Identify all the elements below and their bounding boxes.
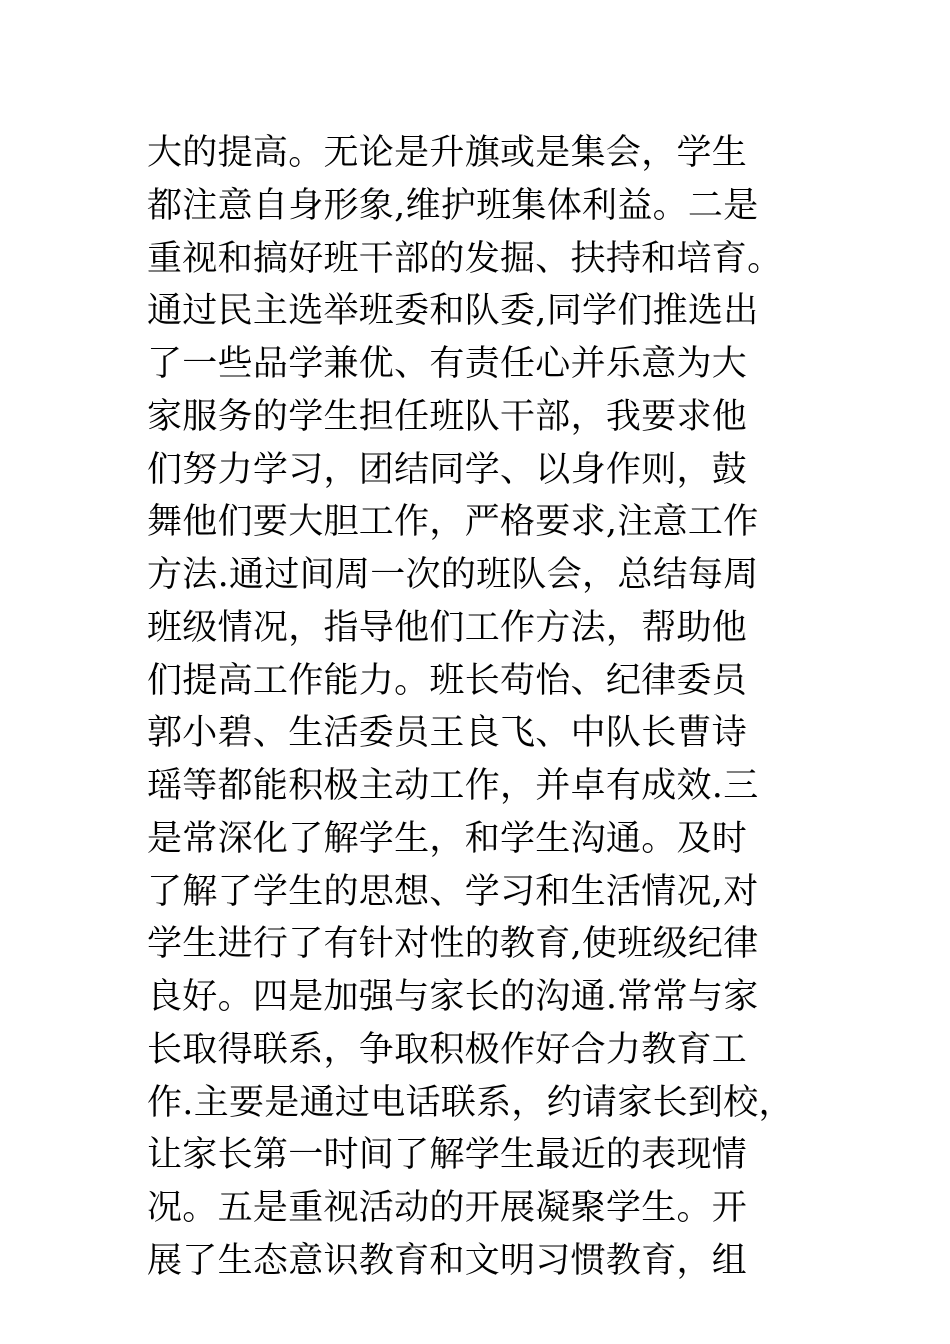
text-line: 瑶等都能积极主动工作，并卓有成效.三 [147, 766, 759, 806]
text-line: 让家长第一时间了解学生最近的表现情 [147, 1135, 748, 1176]
text-line: 班级情况，指导他们工作方法，帮助他 [147, 607, 748, 648]
text-line: 是常深化了解学生，和学生沟通。及时 [147, 818, 748, 859]
text-line: 都注意自身形象,维护班集体利益。二是 [147, 185, 759, 226]
text-line: 大的提高。无论是升旗或是集会，学生 [147, 133, 748, 173]
text-line: 们努力学习，团结同学、以身作则，鼓 [147, 449, 748, 490]
text-line: 舞他们要大胆工作，严格要求,注意工作 [147, 502, 759, 543]
text-line: 良好。四是加强与家长的沟通.常常与家 [147, 977, 759, 1017]
text-line: 了解了学生的思想、学习和生活情况,对 [147, 871, 759, 912]
text-line: 郭小碧、生活委员王良飞、中队长曹诗 [147, 713, 748, 754]
text-line: 况。五是重视活动的开展凝聚学生。开 [147, 1188, 748, 1228]
text-line: 方法.通过间周一次的班队会，总结每周 [147, 555, 759, 595]
text-line: 通过民主选举班委和队委,同学们推选出 [147, 291, 759, 332]
body-text [147, 127, 867, 1288]
text-line: 了一些品学兼优、有责任心并乐意为大 [147, 344, 748, 384]
text-line: 重视和搞好班干部的发掘、扶持和培育。 [147, 238, 783, 279]
text-line: 长取得联系，争取积极作好合力教育工 [147, 1029, 748, 1070]
text-line: 家服务的学生担任班队干部，我要求他 [147, 396, 748, 437]
text-line: 们提高工作能力。班长苟怡、纪律委员 [147, 660, 748, 701]
text-line: 学生进行了有针对性的教育,使班级纪律 [147, 924, 759, 965]
text-line: 作.主要是通过电话联系，约请家长到校， [147, 1082, 794, 1123]
text-line: 展了生态意识教育和文明习惯教育，组 [147, 1240, 748, 1281]
